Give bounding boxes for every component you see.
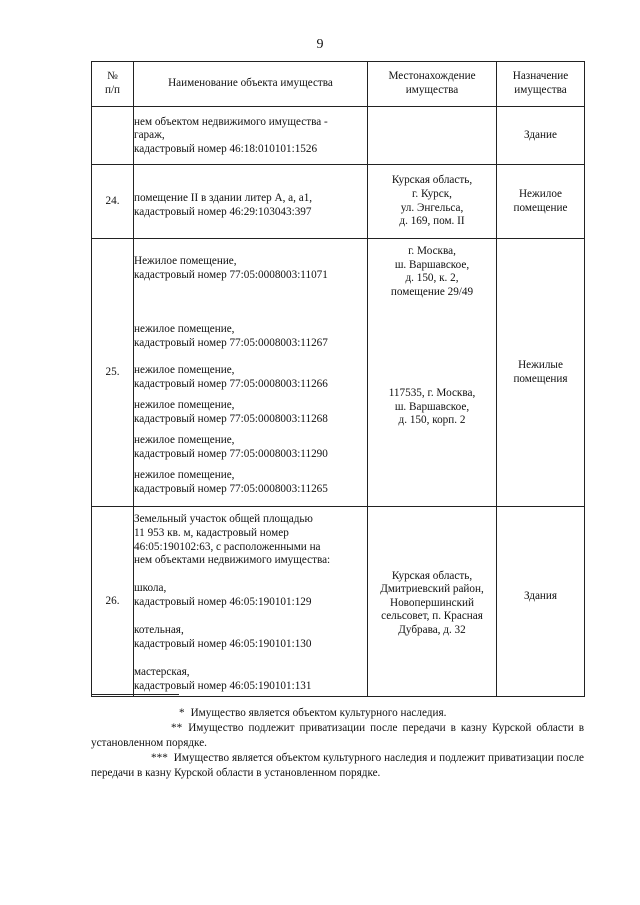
footnote-mark: *** [151, 752, 168, 764]
header-num: № п/п [92, 62, 134, 107]
object-purpose: Нежилые помещения [497, 239, 585, 507]
footnote-text: Имущество является объектом культурного наследия. [190, 707, 447, 719]
table-row [92, 107, 585, 165]
object-location [368, 107, 497, 165]
row-number: 26. [92, 507, 134, 697]
list-item: нежилое помещение, кадастровый номер 77:05:0008003:11265 [134, 468, 328, 495]
footnote-text: Имущество подлежит приватизации после передачи в казну Курской области в установленном порядке. [91, 722, 584, 749]
header-name: Наименование объекта имущества [134, 62, 368, 107]
header-row [92, 62, 585, 107]
object-purpose: Нежилое помещение [497, 165, 585, 239]
object-location: Курская область, Дмитриевский район, Новопершинский сельсовет, п. Красная Дубрава, д. 32 [368, 507, 497, 697]
object-name: нем объектом недвижимого имущества - гараж, кадастровый номер 46:18:010101:1526 [134, 107, 368, 165]
list-item: котельная, кадастровый номер 46:05:190101:130 [134, 624, 312, 650]
list-item: нежилое помещение, кадастровый номер 77:05:0008003:11290 [134, 433, 328, 460]
header-purpose: Назначение имущества [497, 62, 585, 107]
list-item: Нежилое помещение, кадастровый номер 77:05:0008003:11071 [134, 254, 328, 281]
footnote [91, 721, 584, 751]
page-number: 9 [316, 37, 324, 52]
row-number: 24. [92, 165, 134, 239]
footnote [91, 706, 584, 721]
table-row [92, 239, 585, 507]
object-name [134, 239, 368, 507]
object-purpose: Здания [497, 507, 585, 697]
object-name [134, 507, 368, 697]
header-location: Местонахождение имущества [368, 62, 497, 107]
list-item: нежилое помещение, кадастровый номер 77:05:0008003:11266 [134, 363, 328, 390]
location-a: г. Москва, ш. Варшавское, д. 150, к. 2, помещение 29/49 [390, 245, 474, 298]
footnote [91, 751, 584, 781]
object-intro: Земельный участок общей площадью 11 953 кв. м, кадастровый номер 46:05:190102:63, с расположенными на нем объектами недвижимого имущества: [134, 513, 331, 567]
table-row [92, 507, 585, 697]
list-item: школа, кадастровый номер 46:05:190101:129 [134, 582, 312, 608]
table-row [92, 165, 585, 239]
footnote-mark: ** [171, 722, 183, 734]
row-number [92, 107, 134, 165]
list-item: мастерская, кадастровый номер 46:05:190101:131 [134, 666, 312, 692]
property-table [91, 61, 585, 697]
object-name: помещение II в здании литер А, а, а1, кадастровый номер 46:29:103043:397 [134, 165, 368, 239]
footnotes [91, 694, 584, 781]
footnote-mark: * [179, 707, 185, 719]
object-purpose: Здание [497, 107, 585, 165]
footnote-text: Имущество является объектом культурного наследия и подлежит приватизации после передачи в казну Курской области в установленном порядке. [91, 752, 584, 779]
footnote-divider [91, 694, 179, 695]
object-location: Курская область, г. Курск, ул. Энгельса, д. 169, пом. II [368, 165, 497, 239]
row-number: 25. [92, 239, 134, 507]
location-b: 117535, г. Москва, ш. Варшавское, д. 150, корп. 2 [388, 387, 476, 427]
list-item: нежилое помещение, кадастровый номер 77:05:0008003:11267 [134, 322, 328, 349]
object-location [368, 239, 497, 507]
list-item: нежилое помещение, кадастровый номер 77:05:0008003:11268 [134, 398, 328, 425]
